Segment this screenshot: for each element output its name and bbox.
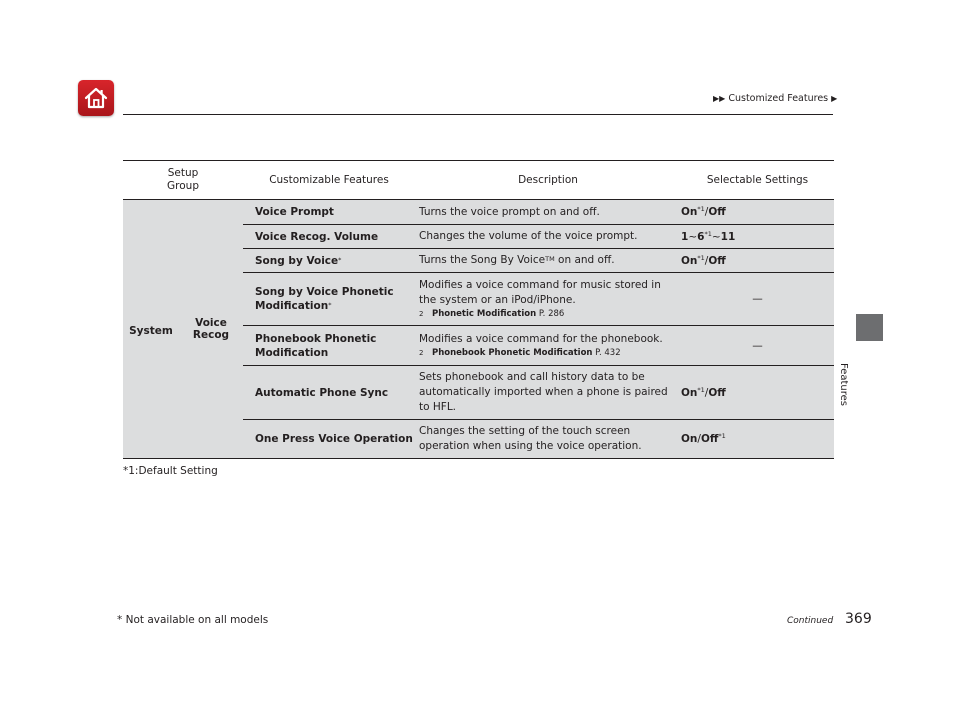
home-button[interactable] xyxy=(78,80,114,116)
side-tab-label: Features xyxy=(838,363,849,406)
table-row xyxy=(123,200,834,225)
header-selectable-settings: Selectable Settings xyxy=(681,161,834,200)
group-system: System xyxy=(123,200,179,459)
feature-description: Sets phonebook and call history data to be automatically imported when a phone is paired to HFL. xyxy=(415,366,681,420)
header-description: Description xyxy=(415,161,681,200)
feature-description: Changes the setting of the touch screen operation when using the voice operation. xyxy=(415,420,681,459)
feature-settings: On/Off$^{*1}$ xyxy=(681,420,834,459)
feature-settings: On$^{*1}$/Off xyxy=(681,200,834,225)
feature-name: Phonebook Phonetic Modification xyxy=(243,326,415,366)
feature-name: Song by Voice* xyxy=(243,249,415,273)
feature-description: Modifies a voice command for the phonebook. 2 Phonebook Phonetic Modification P. 432 xyxy=(415,326,681,366)
feature-name: Voice Recog. Volume xyxy=(243,225,415,249)
feature-description: Turns the voice prompt on and off. xyxy=(415,200,681,225)
feature-name: Song by Voice Phonetic Modification* xyxy=(243,273,415,326)
feature-description: Turns the Song By Voice™ on and off. xyxy=(415,249,681,273)
customizable-features-table xyxy=(123,160,834,459)
home-icon xyxy=(83,86,109,110)
feature-name: Automatic Phone Sync xyxy=(243,366,415,420)
cross-reference-link[interactable]: 2 Phonetic Modification P. 286 xyxy=(419,309,565,319)
feature-settings: On$^{*1}$/Off xyxy=(681,249,834,273)
header-customizable-features: Customizable Features xyxy=(243,161,415,200)
side-tab-features[interactable] xyxy=(856,314,883,341)
breadcrumb-arrow-icon: ▶ xyxy=(831,94,838,103)
group-voice-recog: Voice Recog xyxy=(179,200,243,459)
header-setup-group: Setup Group xyxy=(123,161,243,200)
feature-name: Voice Prompt xyxy=(243,200,415,225)
page-number: 369 xyxy=(845,611,872,627)
feature-name: One Press Voice Operation xyxy=(243,420,415,459)
table-header-row xyxy=(123,161,834,200)
default-setting-footnote: *1:Default Setting xyxy=(123,465,218,477)
feature-settings: — xyxy=(681,326,834,366)
continued-label: Continued xyxy=(787,616,834,626)
availability-note: * Not available on all models xyxy=(117,614,269,626)
cross-reference-link[interactable]: 2 Phonebook Phonetic Modification P. 432 xyxy=(419,348,621,358)
feature-settings: — xyxy=(681,273,834,326)
feature-settings: On$^{*1}$/Off xyxy=(681,366,834,420)
breadcrumb-arrow-icon: ▶▶ xyxy=(713,94,726,103)
header-rule xyxy=(123,114,833,115)
feature-description: Changes the volume of the voice prompt. xyxy=(415,225,681,249)
reference-arrow-icon: 2 xyxy=(419,349,424,357)
feature-description: Modifies a voice command for music stored in the system or an iPod/iPhone. 2 Phonetic Modification P. 286 xyxy=(415,273,681,326)
feature-settings: 1~6$^{*1}$~11 xyxy=(681,225,834,249)
breadcrumb[interactable] xyxy=(713,93,837,104)
breadcrumb-section[interactable]: Customized Features xyxy=(728,93,829,104)
reference-arrow-icon: 2 xyxy=(419,310,424,318)
